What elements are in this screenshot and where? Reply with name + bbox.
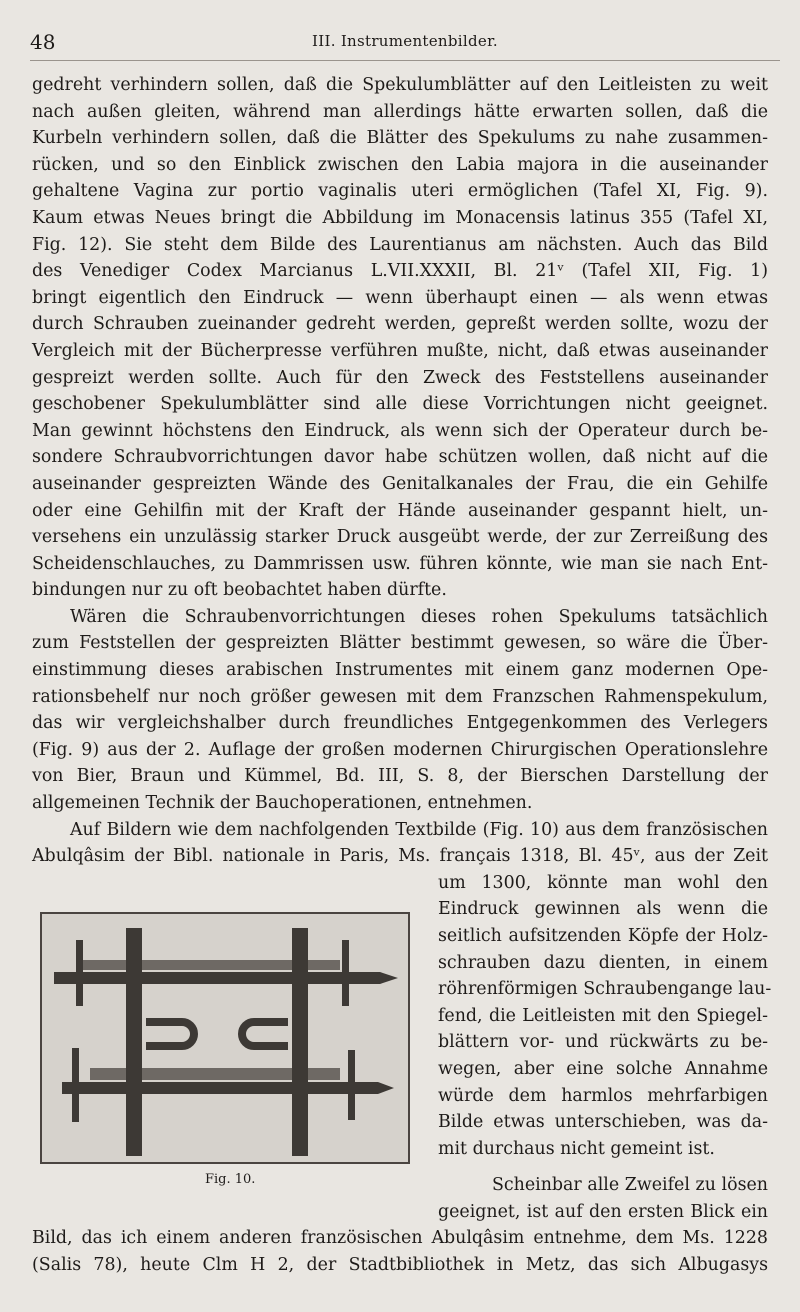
- text-line: Auf Bildern wie dem nachfolgenden Textbilde (Fig. 10) aus dem französischen: [70, 819, 768, 840]
- paragraph-1: [32, 72, 768, 604]
- right-lower-upright: [348, 1050, 355, 1120]
- figure-caption: Fig. 10.: [205, 1172, 256, 1187]
- text-line: Bild, das ich einem anderen französischen Abulqâsim entnehme, dem Ms. 1228: [32, 1228, 768, 1249]
- text-line: oder eine Gehilfin mit der Kraft der Hände auseinander gespannt hielt, un-: [32, 500, 768, 521]
- text-line: Man gewinnt höchstens den Eindruck, als wenn sich der Operateur durch be-: [32, 420, 768, 441]
- running-head: III. Instrumentenbilder.: [312, 32, 498, 50]
- text-line: blättern vor- und rückwärts zu be-: [438, 1032, 768, 1053]
- text-line: Kurbeln verhindern sollen, daß die Blätter des Spekulums zu nahe zusammen-: [32, 128, 768, 149]
- text-line: das wir vergleichshalber durch freundliches Entgegenkommen des Verlegers: [32, 713, 768, 734]
- text-line: geschobener Spekulumblätter sind alle diese Vorrichtungen nicht geeignet.: [32, 394, 768, 415]
- text-line: geeignet, ist auf den ersten Blick ein: [438, 1201, 768, 1222]
- page-header: [30, 30, 780, 56]
- left-upright: [76, 940, 83, 1006]
- text-line: würde dem harmlos mehrfarbigen: [438, 1085, 768, 1106]
- paragraph-2: [32, 604, 768, 817]
- text-line: versehens ein unzulässig starker Druck ausgeübt werde, der zur Zerreißung des: [32, 527, 768, 548]
- text-line: seitlich aufsitzenden Köpfe der Holz-: [438, 926, 768, 946]
- text-line: Kaum etwas Neues bringt die Abbildung im Monacensis latinus 355 (Tafel XI,: [32, 207, 768, 228]
- left-lower-upright: [72, 1048, 79, 1122]
- header-rule: [30, 60, 780, 61]
- text-line: Vergleich mit der Bücherpresse verführen mußte, nicht, daß etwas auseinander: [32, 340, 768, 361]
- text-line: gespreizt werden sollte. Auch für den Zweck des Feststellens auseinander: [32, 367, 768, 388]
- text-line: auseinander gespreizten Wände des Genitalkanales der Frau, die ein Gehilfe: [32, 473, 768, 494]
- lower-rail: [62, 1082, 394, 1094]
- text-line: Bilde etwas unterschieben, was da-: [438, 1112, 768, 1133]
- left-post: [126, 928, 142, 1156]
- right-upright: [342, 940, 349, 1006]
- text-line: wegen, aber eine solche Annahme: [438, 1058, 768, 1079]
- text-line: röhrenförmigen Schraubengange lau-: [438, 979, 772, 1000]
- text-line: rücken, und so den Einblick zwischen den Labia majora in die auseinander: [32, 154, 768, 175]
- text-line: durch Schrauben zueinander gedreht werden, gepreßt werden sollte, wozu der: [32, 314, 768, 335]
- bottom-text: [32, 1172, 768, 1278]
- text-line: einstimmung dieses arabischen Instrumentes mit einem ganz modernen Ope-: [32, 660, 768, 681]
- text-line: schrauben dazu dienten, in einem: [438, 952, 768, 973]
- text-line: zum Feststellen der gespreizten Blätter bestimmt gewesen, so wäre die Über-: [32, 633, 768, 654]
- text-line: (Salis 78), heute Clm H 2, der Stadtbibliothek in Metz, das sich Albugasys: [32, 1254, 768, 1275]
- text-line: Scheinbar alle Zweifel zu lösen: [492, 1175, 768, 1195]
- figure-background: [42, 914, 408, 1162]
- speculum-illustration: [42, 914, 408, 1162]
- text-line: Abulqâsim der Bibl. nationale in Paris, Ms. français 1318, Bl. 45ᵛ, aus der Zeit: [32, 846, 768, 867]
- figure-10: [40, 912, 410, 1164]
- text-line: rationsbehelf nur noch größer gewesen mit dem Franzschen Rahmenspekulum,: [32, 686, 768, 707]
- text-line: Scheidenschlauches, zu Dammrissen usw. führen könnte, wie man sie nach Ent-: [32, 553, 768, 574]
- text-line: bindungen nur zu oft beobachtet haben dürfte.: [32, 580, 447, 601]
- text-line: fend, die Leitleisten mit den Spiegel-: [438, 1005, 768, 1026]
- text-line: um 1300, könnte man wohl den: [438, 872, 768, 893]
- text-line: des Venediger Codex Marcianus L.VII.XXXII, Bl. 21ᵛ (Tafel XII, Fig. 1): [32, 261, 768, 282]
- text-line: gehaltene Vagina zur portio vaginalis uteri ermöglichen (Tafel XI, Fig. 9).: [32, 181, 768, 202]
- text-line: Eindruck gewinnen als wenn die: [438, 899, 768, 920]
- text-line: allgemeinen Technik der Bauchoperationen, entnehmen.: [32, 793, 533, 814]
- text-line: Fig. 12). Sie steht dem Bilde des Laurentianus am nächsten. Auch das Bild: [32, 234, 768, 255]
- text-line: bringt eigentlich den Eindruck — wenn überhaupt einen — als wenn etwas: [32, 287, 768, 308]
- text-line: gedreht verhindern sollen, daß die Spekulumblätter auf den Leitleisten zu weit: [32, 75, 768, 95]
- text-line: sondere Schraubvorrichtungen davor habe schützen wollen, daß nicht auf die: [32, 447, 768, 468]
- page-number: 48: [30, 30, 56, 54]
- text-line: (Fig. 9) aus der 2. Auflage der großen modernen Chirurgischen Operationslehre: [32, 739, 768, 760]
- text-line: von Bier, Braun und Kümmel, Bd. III, S. 8, der Bierschen Darstellung der: [32, 766, 768, 787]
- text-line: mit durchaus nicht gemeint ist.: [438, 1138, 715, 1159]
- text-line: nach außen gleiten, während man allerdings hätte erwarten sollen, daß die: [32, 101, 768, 122]
- text-line: Wären die Schraubenvorrichtungen dieses rohen Spekulums tatsächlich: [70, 606, 768, 627]
- right-post: [292, 928, 308, 1156]
